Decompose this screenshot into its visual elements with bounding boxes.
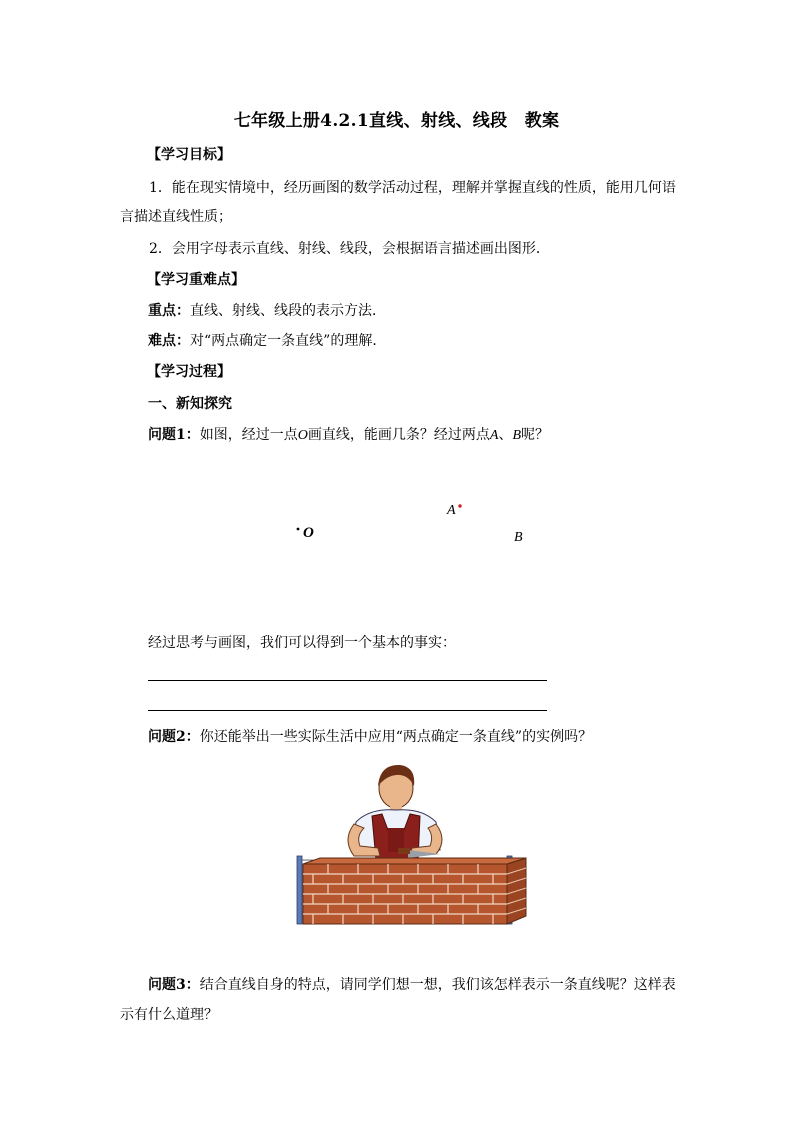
point-a-label: A [447, 503, 456, 518]
question-2 [148, 727, 592, 747]
section-heading-key-points: 【学习重难点】 [147, 272, 245, 288]
question-1-point-o: O [297, 428, 308, 443]
point-a-dot [458, 504, 461, 507]
bricklayer-illustration [290, 760, 535, 930]
question-2-label: 问题2： [148, 729, 200, 745]
answer-line-1 [148, 680, 547, 681]
question-1-label: 问题1： [148, 427, 200, 443]
answer-line-2 [148, 710, 547, 711]
question-3-text-line-1: 结合直线自身的特点，请同学们想一想，我们该怎样表示一条直线呢？这样表 [199, 977, 676, 993]
goal-1-line-1: 1．能在现实情境中，经历画图的数学活动过程，理解并掌握直线的性质，能用几何语 [149, 180, 676, 196]
question-1-point-a: A [489, 428, 499, 443]
question-1-point-b: B [512, 428, 521, 443]
conclusion-prompt: 经过思考与画图，我们可以得到一个基本的事实： [148, 635, 456, 651]
question-1-text-a: 如图，经过一点 [199, 427, 298, 443]
difficult-point-label: 难点： [148, 333, 190, 349]
goal-1-line-2: 言描述直线性质； [120, 209, 232, 225]
difficult-point-text: 对“两点确定一条直线”的理解． [190, 333, 387, 349]
key-point-text: 直线、射线、线段的表示方法． [190, 303, 386, 319]
point-b-label: B [514, 530, 523, 545]
point-o-label: O [303, 525, 314, 541]
key-point-label: 重点： [148, 303, 190, 319]
question-1-text-c: 呢？ [521, 427, 549, 443]
brick-wall [303, 858, 526, 924]
question-3-label: 问题3： [148, 977, 200, 993]
section-heading-goals: 【学习目标】 [147, 147, 231, 163]
question-1-text-b: 画直线，能画几条？经过两点 [307, 427, 490, 443]
question-3-line-2: 示有什么道理？ [120, 1007, 218, 1023]
question-2-text: 你还能举出一些实际生活中应用“两点确定一条直线”的实例吗？ [199, 729, 593, 745]
question-1-separator: 、 [498, 427, 513, 443]
point-o-dot [297, 528, 300, 531]
section-heading-process: 【学习过程】 [147, 364, 231, 380]
page-title: 七年级上册4.2.1直线、射线、线段 教案 [233, 111, 560, 131]
goal-2: 2．会用字母表示直线、射线、线段，会根据语言描述画出图形． [149, 241, 550, 257]
subsection-new-knowledge: 一、新知探究 [148, 396, 232, 412]
question-3-line-1 [148, 975, 676, 995]
